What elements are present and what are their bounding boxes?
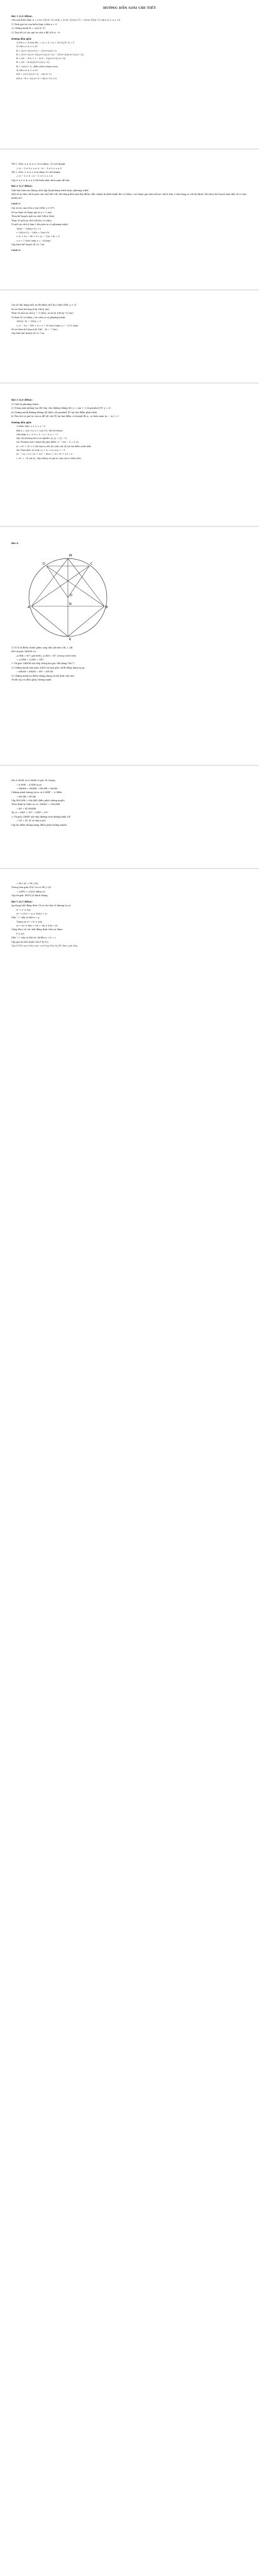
- bai2-cont-line: Thực tế mỗi xe chở y − 5 (tấn), số xe là 140/(y−5) (xe): [11, 312, 74, 315]
- bai1-step3-line: A·B = (√x+1)/(√x−1) · √x/(√x−1): [16, 73, 52, 76]
- page-separator: [0, 382, 259, 384]
- bai5-line: Tương tự: a² + b² ≥ 2ab: [16, 920, 42, 923]
- point-label: N: [69, 602, 72, 606]
- bai2-line: Gọi số xe của tổ là x (xe) (ĐK: x ∈ N*): [11, 207, 55, 210]
- bai2-cont-line: Vậy theo kế hoạch tổ có 7 xe.: [11, 332, 45, 335]
- bai2-cont-line: Số xe theo kế hoạch là 140/y (xe): [11, 308, 50, 311]
- bai3-line: |x₁ − x₂| = 2 ⇔ (x₁ + x₂)² − 4x₁x₂ = 4 ⇔ m² + 12 = 4: [16, 453, 73, 456]
- point-label: C: [91, 562, 93, 566]
- bai5-line: Áp dụng bất đẳng thức Cô-si cho hai số dương ta có:: [11, 904, 72, 908]
- bai1-step2-line: B = (2x − 3√x + 1 − 3√x − 1)/((√x+1)(√x−1)): [16, 57, 66, 60]
- system-line: √x − 2 < 0: [18, 175, 30, 178]
- bai4-cont-line: Theo định lý Talet ta có: NE/BC = MN/MB: [11, 803, 60, 806]
- bai1-step3-line: A·B ≥ −8 ⇔ √x(√x+1) + 8(√x−1)² ≥ 0: [16, 77, 57, 80]
- bai5-line: ⇒ PK / QC = PK / DQ: [16, 882, 38, 885]
- bai2-line: Thực tế mỗi xe chở 140/(x+2) (tấn): [11, 219, 52, 222]
- bai4-line: Từ đó suy ra điều phải chứng minh.: [11, 679, 52, 682]
- bai1-step-1: 1) Khi x = 9 (t/m đk) ⇒ √x = 3 ⇒ A = (3+1)/(3−1) = 2: [16, 42, 75, 45]
- bai1-conclusion: Vậy 0 ≤ x ≤ 4; x ≥ 9 thì biểu thức thỏa mãn đề bài.: [11, 179, 70, 182]
- bai5-line: Cộng theo vế các bất đẳng thức trên ta được:: [11, 928, 63, 931]
- bai4-line: ⇒ ∠OMN + ∠OKN = 180°: [16, 658, 44, 661]
- bai2-line: Theo kế hoạch mỗi xe chở 140/x (tấn): [11, 215, 55, 218]
- bai4-line: Xét tứ giác OKNM có:: [11, 650, 36, 653]
- system-line: √x − 3 ≥ 0 ⇔ x ≥ 9: [41, 167, 62, 170]
- bai5-line: P ≥ 3/2: [16, 932, 25, 935]
- segment: [68, 558, 104, 606]
- page-5: [0, 535, 259, 765]
- bai4-cont-line: ⇒ NE = BC.MN/MB: [16, 808, 36, 811]
- bai1-case-2-system: { √x − 2 < 0 ; √x − 3 < 0 ⇔ x < 4: [16, 175, 53, 178]
- bai3-guide-heading: Hướng dẫn giải:: [11, 421, 32, 424]
- bai2-equation: ⇔ x = 7 (t/m) hoặc x = −8 (loại): [16, 239, 51, 242]
- bai1-heading: Bài 1 (2,0 điểm):: [11, 14, 33, 18]
- bai1-part-3: 3) Tìm tất cả các giá trị của x để A·B ≥ −8: [11, 31, 60, 34]
- bai2-cont-equation: ⇔ y² − 5y − 350 = 0 ⇔ y = 20 (t/m) hoặc y = −17,5 (loại): [16, 324, 79, 327]
- bai2-cont-line: Số xe theo kế hoạch là 140 : 20 = 7 (xe).: [11, 328, 58, 331]
- bai2-cont-equation: 140/(y−5) − 140/y = 2: [16, 320, 41, 323]
- bai4-cont-line: Chứng minh tương tự ta có ∆ MEF ∽ ∆ MBA: [11, 791, 62, 794]
- bai4-heading: Bài 4:: [11, 542, 19, 545]
- bai4-line: ∠OMN = 90° (giả thiết); ∠OKN = 90° (chứng minh trên): [16, 654, 77, 657]
- geometry-figure: [24, 548, 112, 643]
- bai5-line: (a + b)² ≥ 4ab ⇔ 1/a + 1/b ≥ 4/(a + b): [16, 924, 58, 928]
- document-title: HƯỚNG DẪN GIẢI CHI TIẾT: [102, 6, 157, 10]
- bai3-line: 1) Điều kiện: x ≠ 1; y ≠ −2: [16, 425, 46, 428]
- page-3: [0, 298, 259, 382]
- point-label: B: [106, 605, 108, 609]
- segment: [47, 566, 68, 597]
- bai3-part: a) Chứng minh đường thẳng (d) luôn cắt parabol (P) tại hai điểm phân biệt.: [11, 411, 98, 414]
- bai4-cont-line: ⇒ ∆ MNK ∽ ∆ MAB (g.g): [16, 783, 41, 786]
- segment: [31, 558, 68, 606]
- bai3-part: 2) Trong mặt phẳng tọa độ Oxy, cho đường thẳng (d): y = mx + 3 và parabol (P): y = x².: [11, 407, 112, 410]
- bai2-method-1: Cách 1:: [11, 203, 21, 206]
- bai2-line: Số xe thực tế tham gia là x + 2 (xe): [11, 211, 52, 214]
- bai1-part-2: 2) Chứng minh B = √x/(√x−1): [11, 27, 46, 30]
- page-2: [0, 157, 259, 289]
- page-4: [0, 391, 259, 526]
- bai4-line: 3) Chứng minh ba điểm thẳng hàng và hệ thức cần tìm.: [11, 674, 75, 677]
- bai3-line: Δ = m² + 12 > 0 với mọi m nên (d) luôn cắt (P) tại hai điểm phân biệt.: [16, 445, 92, 448]
- page-separator: [0, 765, 259, 766]
- bai3-part: 1) Giải hệ phương trình:: [11, 402, 39, 406]
- bai4-cont-line: ⇒ OE ⊥ EF; EF là tiếp tuyến: [16, 819, 46, 823]
- page-1-content: [0, 0, 259, 80]
- bai3-line: 2a) Phương trình hoành độ giao điểm: x² − mx − 3 = 0 (1): [16, 441, 79, 444]
- point-label: K: [69, 637, 72, 641]
- bai2-cont-line: Vì thực tế có thêm 2 xe nên ta có phương trình:: [11, 316, 66, 319]
- system-line: √x − 3 < 0 ⇔ x < 4: [32, 175, 53, 178]
- bai3-line: ⇔ m² = −8 (vô lý). Vậy không có giá trị nào của m thỏa mãn.: [16, 457, 82, 460]
- point-label: O: [70, 593, 72, 597]
- bai4-cont-line: Xét ∆ MNK và ∆ MAB có góc M chung: [11, 779, 55, 782]
- bai5-line: Trong tam giác PQC ta có PK // QC: [11, 886, 52, 889]
- page-3-content: [0, 298, 259, 336]
- page-5-content: [0, 535, 259, 682]
- page-separator: [0, 289, 259, 291]
- bai1-part-1: 1) Tính giá trị của biểu thức A khi x = 9: [11, 23, 57, 26]
- bai1-step2-line: B = (2x − 6√x)/((√x+1)(√x−1)): [16, 61, 50, 64]
- bai5-line: ⇒ ∠KPD = ∠QCD (đồng vị): [16, 890, 45, 893]
- bai5-line: Dấu "=" xảy ra khi x = y: [11, 916, 40, 919]
- bai4-line: ⇒ Tứ giác OKNM nội tiếp (tổng hai góc đối bằng 180°).: [11, 662, 75, 665]
- page-separator: [0, 868, 259, 869]
- bai4-cont-line: Ta có ∠OKF = 90°; ∠OEF = 90°: [11, 811, 48, 814]
- bai4-cont-line: Vậy MN.MB = MA.MK (điều phải chứng minh): [11, 799, 65, 802]
- point-label: D: [43, 562, 45, 566]
- page-separator: [0, 526, 259, 527]
- bai4-line: ⇒ AM/AN = AN/AB ⇒ AN² = AM.AB: [16, 670, 53, 674]
- bai5-line: Vậy giá trị nhỏ nhất của P là 3/2.: [11, 940, 49, 943]
- bai1-guide-heading: Hướng dẫn giải:: [11, 37, 32, 40]
- bai1-statement: Cho hai biểu thức A = (√x+1)/(√x−1) và B = (2√x−1)/(√x+1) − (3√x+1)/(x−1) với x ≥ 0, x ≠ 25.: [11, 19, 121, 22]
- bai1-case-1-system: { √x − 2 ≥ 0 ⇔ x ≥ 4 ; √x − 3 ≥ 0 ⇔ x ≥ 9: [16, 167, 62, 170]
- footer-note: Tập ĐTHS mọi thắc mắc vui lòng liên hệ để được giải đáp.: [11, 945, 79, 948]
- segment: [68, 566, 89, 597]
- bai5-heading: Bài 5 (0,5 điểm):: [11, 900, 33, 903]
- page-separator: [0, 148, 259, 150]
- bai2-equation: ⇔ x² + 2x − 56 = 0 ⇔ (x − 7)(x + 8) = 0: [16, 235, 60, 238]
- bai4-cont-line: ⇒ ME.MB = MF.MA: [16, 795, 36, 798]
- page-4-content: [0, 391, 259, 460]
- bai1-step2-line: B = √x/(√x−1) (điều phải chứng minh): [16, 65, 58, 68]
- bai3-line: Giải được a = 1; b = 1 ⇒ x = 2; y = −1: [16, 433, 58, 436]
- bai1-step2-line: 2) Với x ≥ 0, x ≠ 25: [16, 45, 38, 48]
- bai2-cont-line: Gọi số tấn hàng mỗi xe dự định chở là y (tấn) (ĐK: y > 5): [11, 304, 77, 306]
- page-7-content: [0, 877, 259, 948]
- bai3-line: Đặt a = 1/(x−1); b = 1/(y+2). Hệ trở thành:: [16, 429, 63, 432]
- page-7: [0, 877, 259, 1040]
- bai2-statement: Một tổ xe theo kế hoạch cần chở hết 140 tấn hàng đến một địa điểm. Khi chuẩn bị khởi hành thì có thêm 2 xe tham gia nên mỗi xe chở ít hơn 5 tấn hàng so với dự định. Hỏi theo kế hoạch ban đầu tổ có bao nhiêu xe?: [11, 193, 248, 199]
- bai2-method-2: Cách 2:: [11, 249, 21, 252]
- bai2-equation: ⇔ 140(x+2) − 140x = 5x(x+2): [16, 231, 50, 235]
- bai1-step2-line: B = (2√x−1)(√x−1)/((√x+1)(√x−1)) − (3√x+1)/((√x+1)(√x−1)): [16, 53, 84, 56]
- point-label: A: [28, 605, 30, 609]
- bai2-intro: Giải bài toán sau bằng cách lập hệ phương trình hoặc phương trình:: [11, 189, 89, 192]
- page-6-content: [0, 774, 259, 827]
- bai1-step3-line: 3) Với x ≥ 0, x ≠ 25: [16, 69, 38, 72]
- bai1-case-2: TH 2: Nếu 0 ≤ x < 4 ta được (1) trở thành:: [11, 170, 61, 174]
- bai4-cont-line: ⇒ MN/MA = MK/MB ⇒ MN.MB = MA.MK: [16, 787, 58, 790]
- bai3-part: b) Tìm tất cả giá trị của m để (d) cắt (P) tại hai điểm có hoành độ x₁, x₂ thỏa mãn |x₁ − x₂| = 2: [11, 415, 119, 418]
- bai1-case-1: TH 1: Nếu x ≥ 4, x ≠ 25 ta được (1) trở thành:: [11, 163, 66, 165]
- bai5-line: x² + y² ≥ 2xy: [16, 908, 31, 911]
- bai2-line: Vậy theo kế hoạch tổ có 7 xe.: [11, 243, 45, 246]
- bai3-heading: Bài 3 (2,0 điểm):: [11, 399, 33, 401]
- bai3-line: Vậy hệ phương trình có nghiệm (x; y) = (2; −1): [16, 437, 67, 440]
- bai2-equation: 140/x − 140/(x+2) = 5: [16, 227, 41, 230]
- page-6: [0, 774, 259, 868]
- bai3-line: 2b) Theo định lý Vi-ét: x₁ + x₂ = m; x₁x₂ = −3: [16, 448, 65, 452]
- bai5-line: Dấu "=" xảy ra khi và chỉ khi a = b = c: [11, 936, 56, 940]
- system-line: √x − 2 ≥ 0 ⇔ x ≥ 4: [18, 167, 39, 170]
- bai4-line: 1) Vì K là điểm chính giữa cung nhỏ AB nên OK ⊥ AB.: [11, 646, 74, 649]
- bai5-line: (x² + y²)(x + y) ≥ 2xy(x + y): [16, 913, 47, 916]
- page-2-content: [0, 157, 259, 253]
- bai2-heading: Bài 2 (2,5 điểm):: [11, 185, 33, 188]
- point-label: M: [69, 553, 72, 558]
- page-1: [0, 0, 259, 148]
- bai4-cont-line: Vậy ba điểm thẳng hàng (điều phải chứng minh).: [11, 823, 68, 826]
- bai2-line: Vì mỗi xe chở ít hơn 5 tấn nên ta có phương trình:: [11, 223, 69, 226]
- bai4-cont-line: ⇒ Tứ giác OKEF nội tiếp đường tròn đường kính OF: [11, 815, 71, 818]
- bai4-line: 2) Chứng minh tam giác AMN và tam giác ANB đồng dạng (g.g).: [11, 666, 85, 669]
- bai1-step2-line: B = (2√x−1)/(√x+1) − (3√x+1)/(x−1): [16, 49, 57, 52]
- bai5-line: Vậy tứ giác PKCQ là hình thang.: [11, 894, 48, 897]
